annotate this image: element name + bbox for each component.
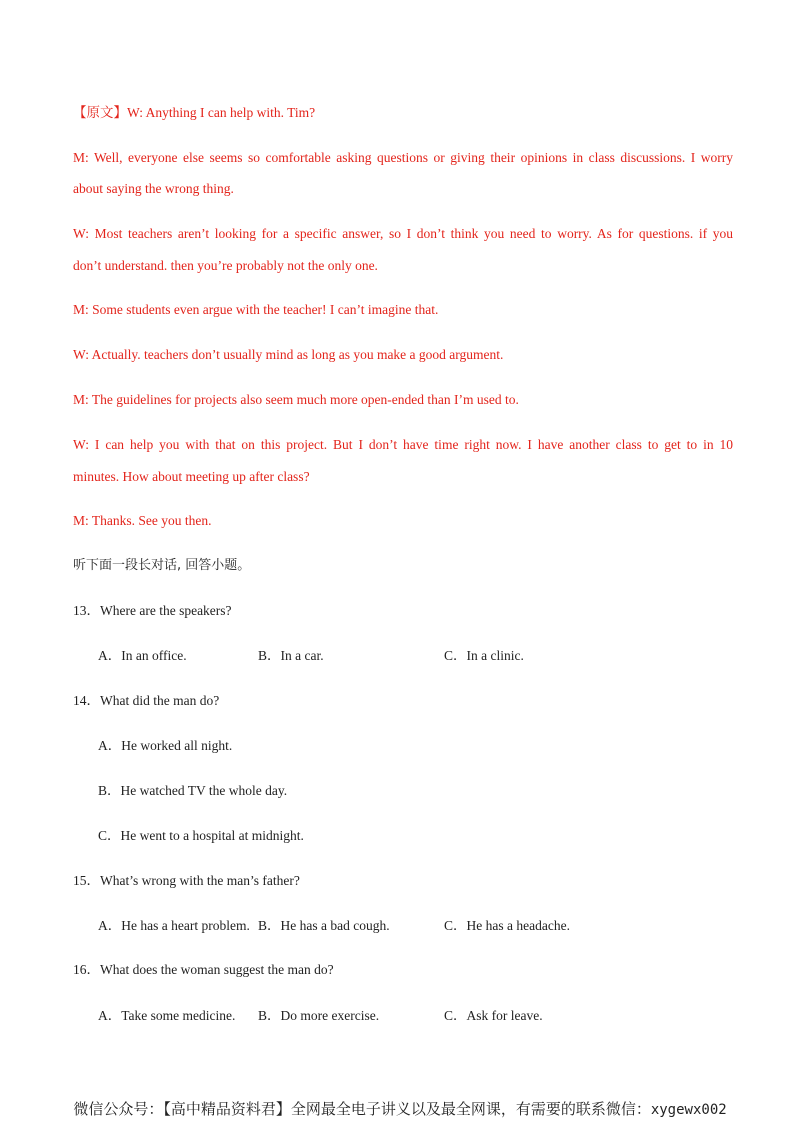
transcript-line-10: minutes. How about meeting up after class?: [73, 469, 310, 484]
footer-wechat-id: xygewx002: [650, 1102, 727, 1118]
question-15-option-a: A．He has a heart problem.: [98, 918, 250, 933]
transcript-line-3: about saying the wrong thing.: [73, 181, 234, 196]
section-instruction: 听下面一段长对话, 回答小题。: [73, 558, 251, 573]
question-16-option-c: C．Ask for leave.: [444, 1008, 543, 1023]
question-14-option-a: A．He worked all night.: [98, 738, 233, 753]
transcript-line-11: M: Thanks. See you then.: [73, 513, 212, 528]
page-footer: [0, 1098, 800, 1121]
question-13: 13．Where are the speakers?: [73, 603, 232, 618]
question-16-option-b: B．Do more exercise.: [258, 1008, 380, 1023]
question-14-option-c: C．He went to a hospital at midnight.: [98, 828, 304, 843]
question-15-option-b: B．He has a bad cough.: [258, 918, 390, 933]
question-16-option-a: A．Take some medicine.: [98, 1008, 236, 1023]
transcript-line-4: W: Most teachers aren’t looking for a specific answer, so I don’t think you need to worry. As for questions. if you: [73, 226, 733, 241]
question-13-option-c: C．In a clinic.: [444, 648, 524, 663]
transcript-line-9: W: I can help you with that on this project. But I don’t have time right now. I have another class to get to in 10: [73, 437, 733, 452]
transcript-tag: 【原文】: [73, 105, 127, 120]
question-13-option-b: B．In a car.: [258, 648, 324, 663]
question-14-option-b: B．He watched TV the whole day.: [98, 783, 288, 798]
question-14: 14．What did the man do?: [73, 693, 220, 708]
transcript-line-7: W: Actually. teachers don’t usually mind as long as you make a good argument.: [73, 347, 504, 362]
transcript-line-8: M: The guidelines for projects also seem much more open-ended than I’m used to.: [73, 392, 519, 407]
question-16: 16．What does the woman suggest the man do?: [73, 962, 334, 977]
footer-text: 微信公众号：【高中精品资料君】全网最全电子讲义以及最全网课，有需要的联系微信：: [73, 1100, 651, 1118]
transcript-line-1: 【原文】W: Anything I can help with. Tim?: [73, 105, 316, 120]
question-15-option-c: C．He has a headache.: [444, 918, 570, 933]
question-13-option-a: A．In an office.: [98, 648, 187, 663]
transcript-line-5: don’t understand. then you’re probably not the only one.: [73, 258, 378, 273]
question-15: 15．What’s wrong with the man’s father?: [73, 873, 300, 888]
transcript-line-2: M: Well, everyone else seems so comfortable asking questions or giving their opinions in class discussions. I worry: [73, 150, 733, 165]
transcript-line-6: M: Some students even argue with the teacher! I can’t imagine that.: [73, 302, 439, 317]
